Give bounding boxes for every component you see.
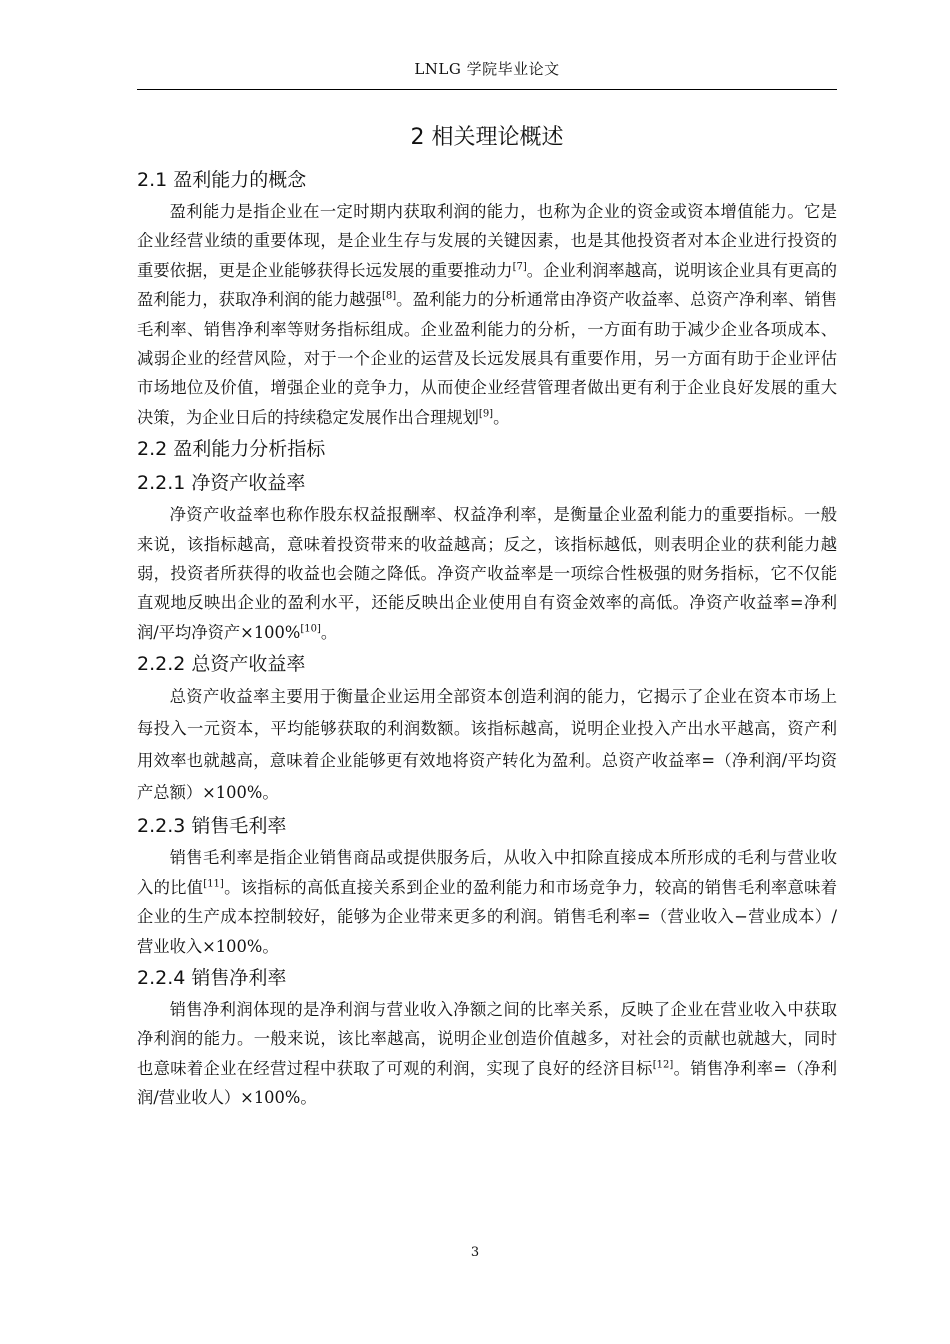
text-run: 净资产收益率也称作股东权益报酬率、权益净利率，是衡量企业盈利能力的重要指标。一般来说，该指标越高，意味着投资带来的收益越高；反之，该指标越低，则表明企业的获利能力越弱，投资者所获得的收益也会随之降低。净资产收益率是一项综合性极强的财务指标，它不仅能直观地反映出企业的盈利水平，还能反映出企业使用自有资金效率的高低。净资产收益率=净利润/平均净资产×100%	[137, 505, 837, 642]
paragraph-profitability-concept	[137, 197, 837, 432]
paragraph-roa	[137, 681, 837, 809]
text-run: 。盈利能力的分析通常由净资产收益率、总资产净利率、销售毛利率、销售净利率等财务指标组成。企业盈利能力的分析，一方面有助于减少企业各项成本、减弱企业的经营风险，对于一个企业的运营及长远发展具有重要作用，另一方面有助于企业评估市场地位及价值，增强企业的竞争力，从而使企业经营管理者做出更有利于企业良好发展的重大决策，为企业日后的持续稳定发展作出合理规划	[137, 290, 837, 427]
text-run: 盈利能力是指企业在一定时期内获取利润的能力，也称为企业的资金或资本增值能力。它是企业经营业绩的重要体现，是企业生存与发展的关键因素，也是其他投资者对本企业进行投资的重要依据，更是企业能够获得长远发展的重要推动力	[137, 202, 837, 280]
citation: [8]	[381, 290, 397, 302]
text-run: 销售毛利率是指企业销售商品或提供服务后，从收入中扣除直接成本所形成的毛利与营业收入的比值	[137, 848, 837, 897]
text-run: 销售净利润体现的是净利润与营业收入净额之间的比率关系，反映了企业在营业收入中获取净利润的能力。一般来说，该比率越高，说明企业创造价值越多，对社会的贡献也就越大，同时也意味着企业在经营过程中获取了可观的利润，实现了良好的经济目标	[137, 999, 837, 1078]
section-heading-2-2-4: 2.2.4 销售净利率	[137, 966, 287, 989]
citation: [7]	[512, 261, 527, 273]
citation: [10]	[300, 623, 321, 635]
citation: [11]	[203, 878, 224, 890]
section-heading-2-2-1: 2.2.1 净资产收益率	[137, 472, 306, 495]
paragraph-net-margin	[137, 995, 837, 1113]
section-heading-2-2-3: 2.2.3 销售毛利率	[137, 815, 287, 838]
text-run: 。销售净利率=（净利润/营业收人）×100%。	[137, 1058, 837, 1108]
section-heading-2-2: 2.2 盈利能力分析指标	[137, 438, 326, 461]
header-divider	[137, 89, 837, 90]
text-run: 。该指标的高低直接关系到企业的盈利能力和市场竞争力，较高的销售毛利率意味着企业的生产成本控制较好，能够为企业带来更多的利润。销售毛利率=（营业收入−营业成本）/营业收入×100%。	[137, 877, 837, 956]
page-number: 3	[470, 1245, 480, 1260]
text-run: 。	[320, 622, 338, 642]
text-run: 总资产收益率主要用于衡量企业运用全部资本创造利润的能力，它揭示了企业在资本市场上每投入一元资本，平均能够获取的利润数额。该指标越高，说明企业投入产出水平越高，资产利用效率也就越高，意味着企业能够更有效地将资产转化为盈利。总资产收益率=（净利润/平均资产总额）×100%。	[137, 687, 837, 803]
text-run: 。企业利润率越高，说明该企业具有更高的盈利能力，获取净利润的能力越强	[137, 260, 837, 310]
section-heading-2-1: 2.1 盈利能力的概念	[137, 169, 307, 191]
page-body	[137, 119, 837, 1113]
paragraph-roe	[137, 500, 837, 647]
citation: [9]	[478, 408, 494, 420]
citation: [12]	[652, 1059, 674, 1071]
text-run: 。	[493, 407, 510, 427]
chapter-title: 2 相关理论概述	[410, 125, 564, 150]
section-heading-2-2-2: 2.2.2 总资产收益率	[137, 653, 306, 676]
paragraph-gross-margin	[137, 843, 837, 961]
page-header: LNLG 学院毕业论文	[414, 60, 560, 78]
